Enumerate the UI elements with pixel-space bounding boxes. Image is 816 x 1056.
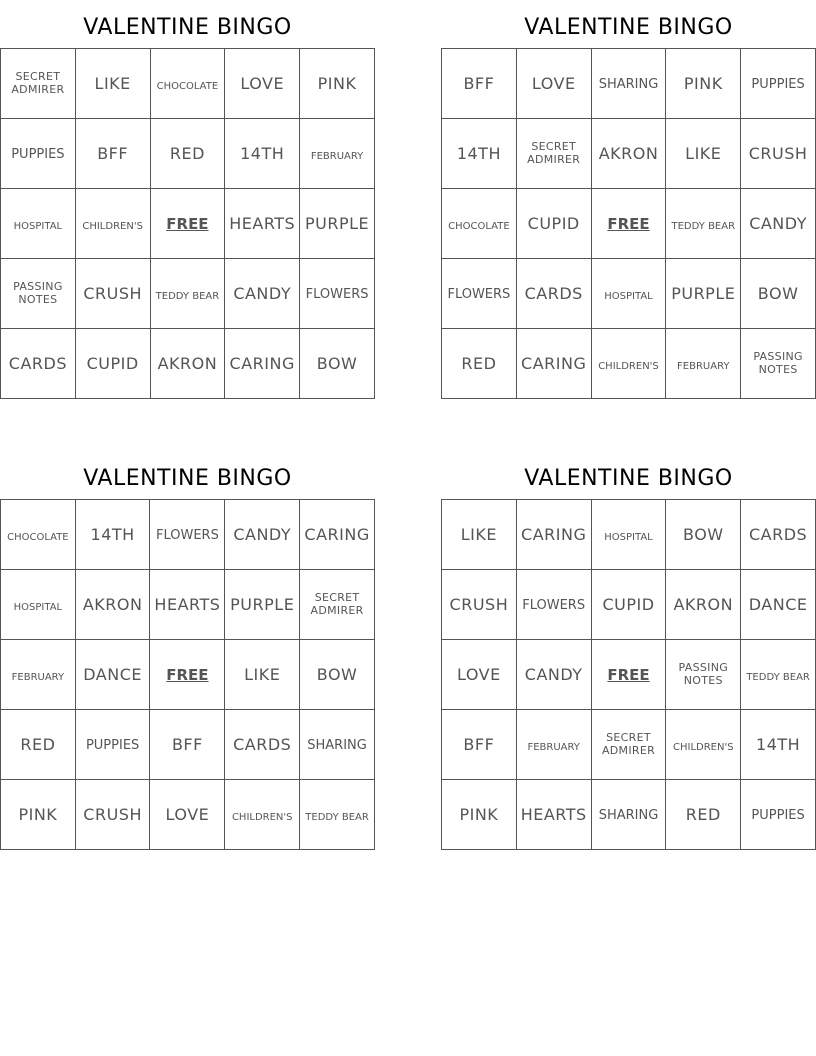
free-space-label: FREE bbox=[166, 214, 209, 233]
bingo-cell-label: AKRON bbox=[82, 594, 143, 614]
bingo-cell bbox=[591, 189, 666, 259]
bingo-cell bbox=[225, 710, 300, 780]
bingo-cell bbox=[666, 259, 741, 329]
bingo-cell bbox=[300, 329, 375, 399]
bingo-row bbox=[1, 119, 375, 189]
bingo-cell bbox=[591, 710, 666, 780]
bingo-cell bbox=[300, 259, 375, 329]
bingo-row bbox=[442, 710, 816, 780]
bingo-cell bbox=[442, 640, 517, 710]
bingo-cell-label: PUPPIES bbox=[85, 738, 140, 754]
bingo-cell-label: 14TH bbox=[240, 143, 285, 163]
bingo-cell-label: PASSING NOTES bbox=[678, 660, 729, 688]
bingo-cell-label: CHOCOLATE bbox=[7, 531, 69, 543]
bingo-cell-label: CUPID bbox=[602, 594, 655, 614]
bingo-row bbox=[442, 49, 816, 119]
bingo-row bbox=[1, 640, 375, 710]
bingo-cell bbox=[300, 710, 375, 780]
bingo-cell-label: SHARING bbox=[598, 77, 659, 93]
bingo-cell bbox=[1, 189, 76, 259]
bingo-cell bbox=[591, 500, 666, 570]
bingo-cell bbox=[75, 189, 150, 259]
bingo-cell bbox=[1, 49, 76, 119]
bingo-cell bbox=[300, 570, 375, 640]
bingo-cell bbox=[300, 640, 375, 710]
bingo-cell-label: PURPLE bbox=[671, 283, 736, 303]
bingo-row bbox=[1, 189, 375, 259]
bingo-cell bbox=[741, 259, 816, 329]
bingo-cell bbox=[442, 780, 517, 850]
bingo-cell bbox=[150, 259, 225, 329]
bingo-cell-label: CHILDREN'S bbox=[82, 220, 143, 232]
bingo-cell-label: SECRET ADMIRER bbox=[310, 590, 364, 618]
bingo-cell bbox=[442, 189, 517, 259]
card-title: VALENTINE BINGO bbox=[83, 466, 292, 491]
bingo-cell-label: PINK bbox=[683, 73, 723, 93]
bingo-cell-label: HEARTS bbox=[520, 804, 587, 824]
bingo-cell-label: CANDY bbox=[749, 213, 807, 233]
bingo-cell bbox=[225, 780, 300, 850]
bingo-cell-label: CRUSH bbox=[83, 283, 142, 303]
card-title: VALENTINE BINGO bbox=[524, 15, 733, 40]
bingo-cell bbox=[225, 119, 300, 189]
bingo-row bbox=[442, 780, 816, 850]
bingo-cell bbox=[225, 189, 300, 259]
bingo-cell bbox=[75, 329, 150, 399]
bingo-row bbox=[442, 119, 816, 189]
bingo-cell bbox=[666, 570, 741, 640]
bingo-cell bbox=[150, 640, 225, 710]
bingo-cell bbox=[741, 329, 816, 399]
bingo-cell bbox=[591, 119, 666, 189]
bingo-cell bbox=[591, 49, 666, 119]
bingo-cell-label: TEDDY BEAR bbox=[671, 220, 736, 232]
free-space-label: FREE bbox=[607, 214, 650, 233]
bingo-cell-label: BOW bbox=[683, 524, 724, 544]
bingo-cell-label: CARING bbox=[521, 353, 587, 373]
bingo-cell bbox=[516, 640, 591, 710]
bingo-cell-label: PASSING NOTES bbox=[13, 279, 63, 307]
bingo-cell bbox=[741, 780, 816, 850]
bingo-cell bbox=[442, 710, 517, 780]
bingo-cell-label: CHILDREN'S bbox=[231, 811, 293, 823]
bingo-cell bbox=[1, 640, 76, 710]
bingo-cell-label: HOSPITAL bbox=[13, 601, 63, 613]
bingo-cell bbox=[516, 329, 591, 399]
bingo-row bbox=[1, 570, 375, 640]
bingo-cell bbox=[516, 189, 591, 259]
bingo-grid bbox=[0, 499, 375, 850]
bingo-cell bbox=[150, 570, 225, 640]
bingo-cell bbox=[75, 119, 150, 189]
bingo-cell bbox=[1, 500, 76, 570]
bingo-cell-label: PINK bbox=[317, 73, 357, 93]
bingo-cell-label: LIKE bbox=[685, 143, 722, 163]
bingo-cell-label: CARING bbox=[229, 353, 295, 373]
bingo-cell bbox=[225, 329, 300, 399]
bingo-cell bbox=[666, 640, 741, 710]
bingo-cell bbox=[516, 500, 591, 570]
card-title: VALENTINE BINGO bbox=[524, 466, 733, 491]
bingo-row bbox=[1, 710, 375, 780]
bingo-cell bbox=[1, 329, 76, 399]
bingo-cell-label: LIKE bbox=[94, 73, 131, 93]
bingo-cell bbox=[666, 780, 741, 850]
bingo-cell bbox=[741, 640, 816, 710]
bingo-cell-label: BFF bbox=[463, 734, 495, 754]
bingo-cell-label: CARING bbox=[521, 524, 587, 544]
bingo-row bbox=[1, 259, 375, 329]
bingo-cell-label: CRUSH bbox=[83, 804, 142, 824]
bingo-cell-label: CARDS bbox=[233, 734, 292, 754]
bingo-cell-label: HEARTS bbox=[154, 594, 221, 614]
bingo-cell bbox=[300, 189, 375, 259]
bingo-cell bbox=[442, 329, 517, 399]
bingo-cell-label: CHOCOLATE bbox=[156, 80, 219, 92]
bingo-cell bbox=[150, 500, 225, 570]
bingo-cell-label: BFF bbox=[463, 73, 495, 93]
bingo-cell bbox=[666, 189, 741, 259]
bingo-cell-label: BFF bbox=[171, 734, 203, 754]
bingo-cell-label: PURPLE bbox=[304, 213, 370, 233]
bingo-cell-label: HOSPITAL bbox=[604, 531, 653, 543]
bingo-cell bbox=[75, 570, 150, 640]
bingo-cell-label: LIKE bbox=[244, 664, 281, 684]
bingo-cell-label: FEBRUARY bbox=[310, 150, 364, 162]
bingo-cell bbox=[150, 119, 225, 189]
bingo-cell bbox=[666, 710, 741, 780]
bingo-cell bbox=[666, 49, 741, 119]
bingo-cell bbox=[75, 780, 150, 850]
bingo-cell-label: CARDS bbox=[524, 283, 583, 303]
bingo-row bbox=[442, 259, 816, 329]
bingo-cell bbox=[516, 49, 591, 119]
bingo-row bbox=[442, 500, 816, 570]
bingo-cell bbox=[516, 570, 591, 640]
bingo-cell-label: TEDDY BEAR bbox=[155, 290, 220, 302]
bingo-cell bbox=[75, 710, 150, 780]
bingo-cell-label: SECRET ADMIRER bbox=[527, 139, 581, 167]
bingo-cell bbox=[150, 710, 225, 780]
bingo-cell bbox=[1, 119, 76, 189]
free-space-label: FREE bbox=[607, 665, 650, 684]
bingo-cell bbox=[516, 119, 591, 189]
bingo-cell-label: RED bbox=[169, 143, 205, 163]
bingo-cell-label: BFF bbox=[97, 143, 129, 163]
bingo-cell-label: AKRON bbox=[598, 143, 659, 163]
bingo-cell-label: PINK bbox=[459, 804, 499, 824]
bingo-cell bbox=[591, 640, 666, 710]
bingo-row bbox=[1, 780, 375, 850]
bingo-row bbox=[1, 500, 375, 570]
bingo-cell bbox=[150, 189, 225, 259]
bingo-cell bbox=[1, 570, 76, 640]
bingo-cell bbox=[591, 259, 666, 329]
bingo-row bbox=[1, 49, 375, 119]
bingo-cell bbox=[75, 259, 150, 329]
bingo-cell-label: FEBRUARY bbox=[527, 741, 580, 753]
bingo-cell bbox=[150, 329, 225, 399]
bingo-cell-label: CRUSH bbox=[449, 594, 509, 614]
bingo-cell-label: RED bbox=[685, 804, 721, 824]
bingo-cell bbox=[442, 119, 517, 189]
bingo-cell bbox=[150, 780, 225, 850]
bingo-cell bbox=[591, 780, 666, 850]
bingo-cell-label: CRUSH bbox=[748, 143, 808, 163]
bingo-cell-label: CHOCOLATE bbox=[448, 220, 510, 232]
bingo-grid bbox=[0, 48, 375, 399]
bingo-cell-label: FLOWERS bbox=[155, 528, 219, 544]
bingo-cell-label: HOSPITAL bbox=[604, 290, 653, 302]
bingo-grid bbox=[441, 499, 816, 850]
bingo-cell-label: 14TH bbox=[456, 143, 501, 163]
bingo-cell bbox=[741, 119, 816, 189]
bingo-cell-label: 14TH bbox=[90, 524, 135, 544]
bingo-cell-label: CANDY bbox=[233, 283, 292, 303]
bingo-cell bbox=[300, 780, 375, 850]
bingo-cell-label: TEDDY BEAR bbox=[746, 671, 810, 683]
bingo-cell-label: AKRON bbox=[157, 353, 218, 373]
bingo-row bbox=[1, 329, 375, 399]
bingo-cell-label: BOW bbox=[316, 664, 358, 684]
bingo-cell bbox=[666, 500, 741, 570]
bingo-cell-label: CANDY bbox=[524, 664, 583, 684]
bingo-cell-label: CARING bbox=[304, 524, 370, 544]
bingo-cell-label: FEBRUARY bbox=[677, 360, 730, 372]
bingo-cell-label: AKRON bbox=[673, 594, 734, 614]
free-space-label: FREE bbox=[166, 665, 209, 684]
bingo-cell bbox=[741, 189, 816, 259]
bingo-row bbox=[442, 570, 816, 640]
bingo-cell bbox=[442, 49, 517, 119]
bingo-cell-label: CUPID bbox=[527, 213, 580, 233]
bingo-cell-label: HOSPITAL bbox=[13, 220, 63, 232]
bingo-cell-label: 14TH bbox=[756, 734, 801, 754]
bingo-cell bbox=[225, 500, 300, 570]
bingo-cell-label: SHARING bbox=[598, 808, 659, 824]
bingo-cell-label: DANCE bbox=[748, 594, 808, 614]
bingo-cell bbox=[1, 259, 76, 329]
bingo-cell bbox=[516, 780, 591, 850]
bingo-cell bbox=[300, 500, 375, 570]
bingo-cell bbox=[1, 780, 76, 850]
bingo-cell bbox=[442, 570, 517, 640]
bingo-cell bbox=[225, 640, 300, 710]
bingo-cell-label: FLOWERS bbox=[522, 598, 586, 614]
bingo-cell-label: PASSING NOTES bbox=[753, 349, 803, 377]
bingo-cell-label: FLOWERS bbox=[305, 287, 369, 303]
bingo-cell bbox=[150, 49, 225, 119]
bingo-cell bbox=[225, 570, 300, 640]
bingo-cell-label: LOVE bbox=[240, 73, 285, 93]
bingo-cell-label: PURPLE bbox=[230, 594, 295, 614]
bingo-cell-label: PUPPIES bbox=[751, 808, 805, 824]
bingo-cell bbox=[591, 570, 666, 640]
bingo-cell bbox=[741, 570, 816, 640]
bingo-cell bbox=[442, 259, 517, 329]
bingo-cell-label: DANCE bbox=[83, 664, 142, 684]
bingo-cell-label: CHILDREN'S bbox=[598, 360, 659, 372]
bingo-cell-label: RED bbox=[461, 353, 497, 373]
bingo-cell-label: SECRET ADMIRER bbox=[601, 730, 656, 758]
bingo-cell bbox=[516, 710, 591, 780]
bingo-cell-label: LIKE bbox=[460, 524, 497, 544]
card-title: VALENTINE BINGO bbox=[83, 15, 292, 40]
bingo-cell-label: PUPPIES bbox=[751, 77, 805, 93]
bingo-cell-label: HEARTS bbox=[229, 213, 296, 233]
bingo-cell-label: LOVE bbox=[457, 664, 501, 684]
bingo-cell bbox=[516, 259, 591, 329]
bingo-cell bbox=[225, 259, 300, 329]
bingo-cell-label: CARDS bbox=[748, 524, 808, 544]
bingo-cell-label: LOVE bbox=[165, 804, 210, 824]
bingo-cell-label: TEDDY BEAR bbox=[305, 811, 369, 823]
bingo-cell-label: CARDS bbox=[8, 353, 67, 373]
bingo-cell bbox=[1, 710, 76, 780]
bingo-row bbox=[442, 329, 816, 399]
bingo-cell-label: PINK bbox=[18, 804, 58, 824]
bingo-row bbox=[442, 640, 816, 710]
bingo-cell-label: CHILDREN'S bbox=[673, 741, 734, 753]
bingo-cell bbox=[300, 119, 375, 189]
bingo-cell bbox=[75, 500, 150, 570]
bingo-cell-label: PUPPIES bbox=[11, 147, 65, 163]
bingo-cell-label: FLOWERS bbox=[447, 287, 511, 303]
bingo-cell-label: LOVE bbox=[531, 73, 576, 93]
bingo-cell bbox=[741, 500, 816, 570]
bingo-cell-label: BOW bbox=[757, 283, 799, 303]
bingo-cell-label: CANDY bbox=[233, 524, 292, 544]
bingo-cell-label: SECRET ADMIRER bbox=[11, 69, 65, 97]
bingo-cell-label: FEBRUARY bbox=[11, 671, 65, 683]
bingo-cell bbox=[75, 49, 150, 119]
bingo-cell bbox=[75, 640, 150, 710]
bingo-row bbox=[442, 189, 816, 259]
bingo-cell bbox=[666, 119, 741, 189]
bingo-cell bbox=[741, 49, 816, 119]
bingo-cell-label: RED bbox=[20, 734, 56, 754]
bingo-cell-label: CUPID bbox=[86, 353, 139, 373]
bingo-cell bbox=[591, 329, 666, 399]
bingo-grid bbox=[441, 48, 816, 399]
bingo-cell bbox=[225, 49, 300, 119]
bingo-cell-label: BOW bbox=[316, 353, 358, 373]
bingo-cell bbox=[300, 49, 375, 119]
bingo-cell-label: SHARING bbox=[307, 738, 367, 754]
bingo-cell bbox=[666, 329, 741, 399]
bingo-cell bbox=[741, 710, 816, 780]
bingo-cell bbox=[442, 500, 517, 570]
